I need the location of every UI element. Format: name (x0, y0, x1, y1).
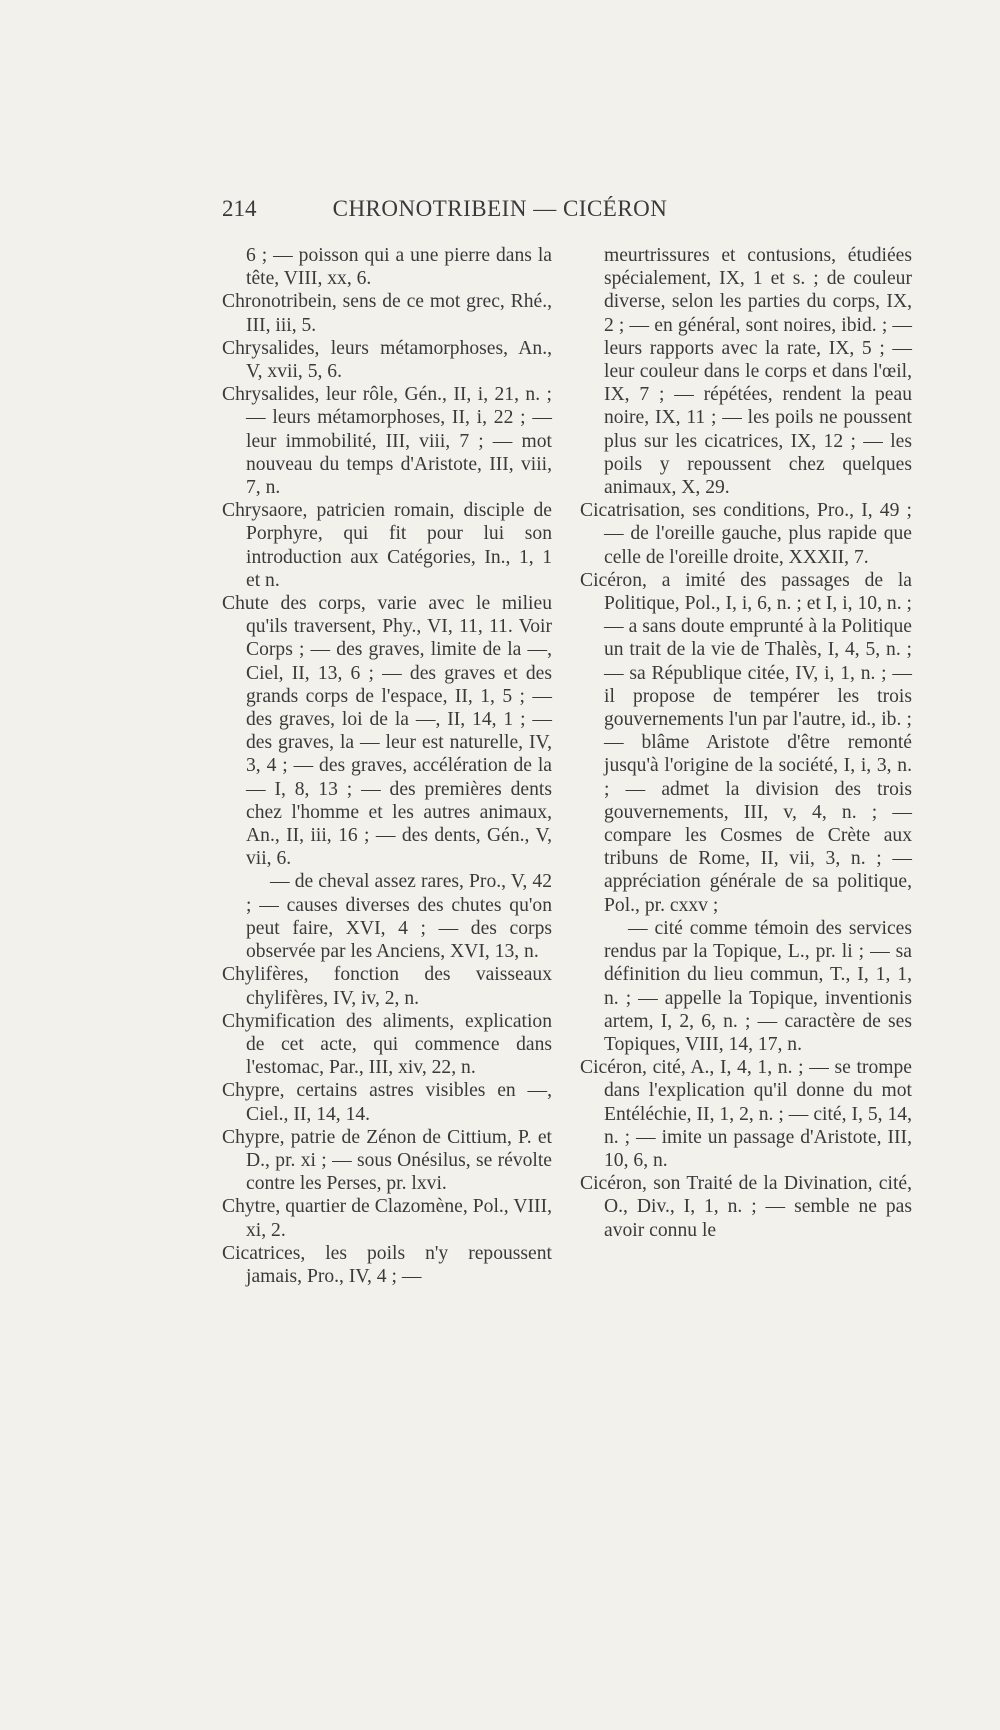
index-entry: 6 ; — poisson qui a une pierre dans la tête, VIII, xx, 6. (246, 245, 552, 290)
index-entry: Cicatrices, les poils n'y repoussent jamais, Pro., IV, 4 ; — (222, 1242, 552, 1287)
index-entry: Chrysaore, patricien romain, disciple de Porphyre, qui fit pour lui son introduction aux Catégories, In., 1, 1 et n. (222, 500, 552, 591)
left-column (222, 244, 552, 1288)
right-column (580, 244, 912, 1242)
running-title: CHRONOTRIBEIN — CICÉRON (332, 196, 668, 221)
index-entry: Chrysalides, leurs métamorphoses, An., V, xvii, 5, 6. (222, 337, 552, 383)
index-entry: Cicéron, cité, A., I, 4, 1, n. ; — se trompe dans l'explication qu'il donne du mot Entéléchie, II, 1, 2, n. ; — cité, I, 5, 14, n. ; — imite un passage d'Aristote, III, 10, 6, n. (580, 1057, 912, 1171)
running-header (0, 196, 1000, 230)
index-entry: Chypre, patrie de Zénon de Cittium, P. et D., pr. xi ; — sous Onésilus, se révolte contre les Perses, pr. lxvi. (222, 1126, 552, 1195)
index-entry: Chymification des aliments, explication de cet acte, qui commence dans l'estomac, Par., III, xiv, 22, n. (222, 1010, 552, 1079)
index-entry: — cité comme témoin des services rendus par la Topique, L., pr. li ; — sa définition du lieu commun, T., I, 1, 1, n. ; — appelle la Topique, inventionis artem, I, 2, 6, n. ; — caractère de ses Topiques, VIII, 14, 17, n. (604, 917, 912, 1055)
index-entry: meurtrissures et contusions, étudiées spécialement, IX, 1 et s. ; de couleur diverse, selon les parties du corps, IX, 2 ; — en général, sont noires, ibid. ; — leurs rapports avec la rate, IX, 5 ; — leur couleur dans le corps et dans l'œil, IX, 7 ; — répétées, rendent la peau noire, IX, 11 ; — les poils ne poussent plus sur les cicatrices, IX, 12 ; — les poils y repoussent chez quelques animaux, X, 29. (604, 245, 912, 499)
index-entry: Chytre, quartier de Clazomène, Pol., VIII, xi, 2. (222, 1196, 552, 1241)
index-entry: Cicéron, son Traité de la Divination, cité, O., Div., I, 1, n. ; — semble ne pas avoir connu le (580, 1173, 912, 1241)
page-number: 214 (222, 196, 257, 221)
index-entry: Chute des corps, varie avec le milieu qu'ils traversent, Phy., VI, 11, 11. Voir Corps ; — des graves, limite de la —, Ciel, II, 13, 6 ; — des graves et des grands corps de l'espace, II, 1, 5 ; — des graves, loi de la —, II, 14, 1 ; — des graves, la — leur est naturelle, IV, 3, 4 ; — des graves, accélération de la — I, 8, 13 ; — des premières dents chez l'homme et les autres animaux, An., II, iii, 16 ; — des dents, Gén., V, vii, 6. (222, 593, 552, 870)
index-entry: Cicatrisation, ses conditions, Pro., I, 49 ; — de l'oreille gauche, plus rapide que celle de l'oreille droite, XXXII, 7. (580, 500, 912, 568)
index-entry: Chronotribein, sens de ce mot grec, Rhé., III, iii, 5. (222, 291, 552, 336)
index-entry: Cicéron, a imité des passages de la Politique, Pol., I, i, 6, n. ; et I, i, 10, n. ; — a sans doute emprunté à la Politique un trait de la vie de Thalès, I, 4, 5, n. ; — sa République citée, IV, i, 1, n. ; — il propose de tempérer les trois gouvernements l'un par l'autre, id., ib. ; — blâme Aristote d'être remonté jusqu'à l'origine de la société, I, i, 3, n. ; — admet la division des trois gouvernements, III, v, 4, n. ; — compare les Cosmes de Crète aux tribuns de Rome, II, vii, 3, n. ; — appréciation générale de sa politique, Pol., pr. cxxv ; (580, 569, 912, 916)
index-entry: — de cheval assez rares, Pro., V, 42 ; — causes diverses des chutes qu'on peut faire, XVI, 4 ; — des corps observée par les Anciens, XVI, 13, n. (246, 871, 552, 963)
index-entry: Chrysalides, leur rôle, Gén., II, i, 21, n. ; — leurs métamorphoses, II, i, 22 ; — leur immobilité, III, viii, 7 ; — mot nouveau du temps d'Aristote, III, viii, 7, n. (222, 384, 552, 499)
index-entry: Chylifères, fonction des vaisseaux chylifères, IV, iv, 2, n. (222, 964, 552, 1009)
index-entry: Chypre, certains astres visibles en —, Ciel., II, 14, 14. (222, 1080, 552, 1125)
